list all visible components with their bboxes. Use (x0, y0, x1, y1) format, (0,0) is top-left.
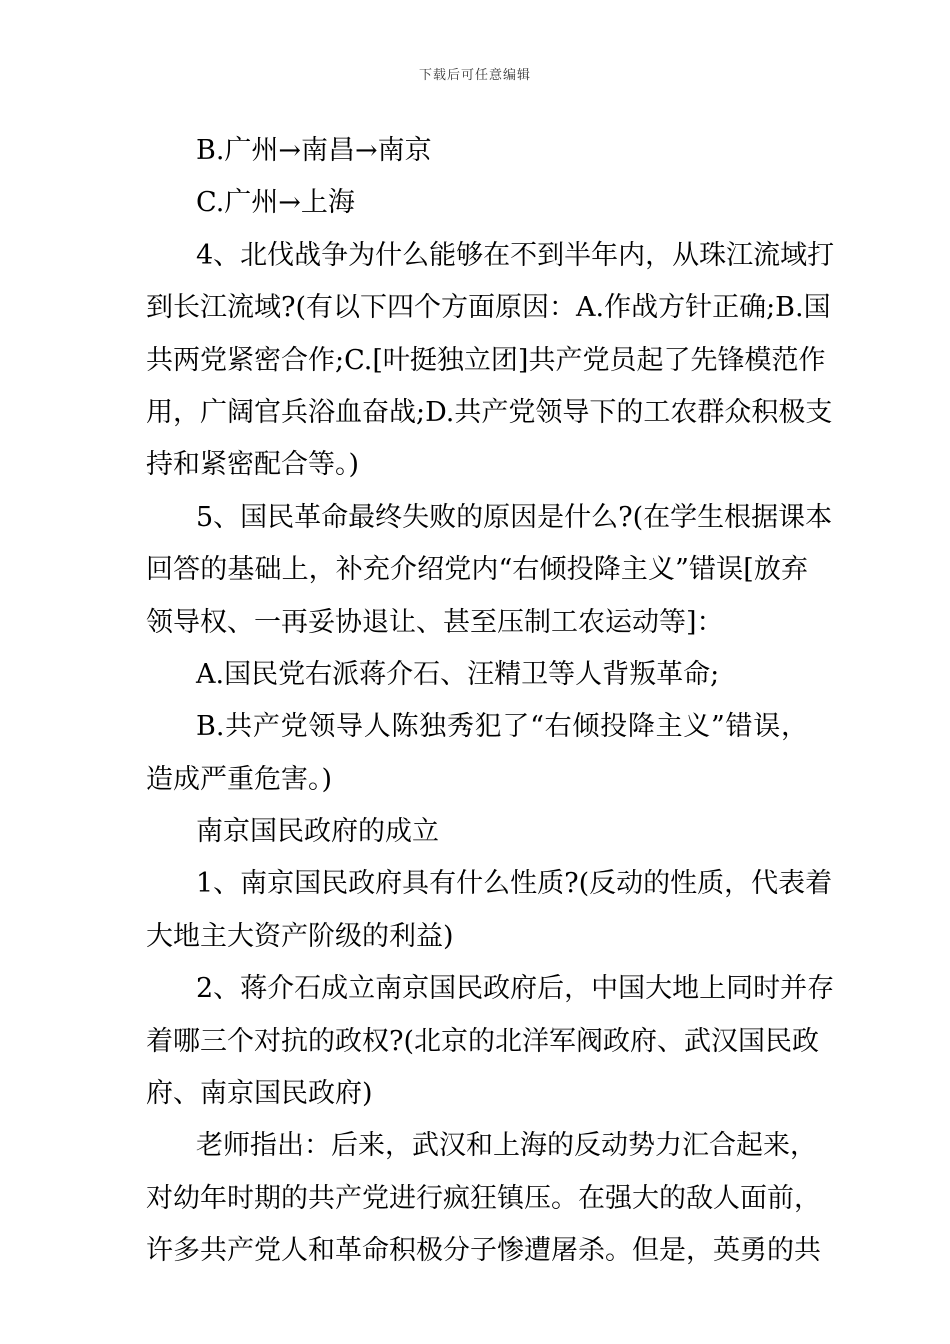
text-line: 4、北伐战争为什么能够在不到半年内，从珠江流域打 (196, 239, 835, 271)
text-line: 用，广阔官兵浴血奋战;D.共产党领导下的工农群众积极支 (146, 396, 833, 428)
text-line: 造成严重危害。) (146, 763, 333, 795)
text-line: A.国民党右派蒋介石、汪精卫等人背叛革命; (196, 658, 720, 690)
text-line: B.共产党领导人陈独秀犯了“右倾投降主义”错误， (196, 711, 808, 743)
text-line: 5、国民革命最终失败的原因是什么?(在学生根据课本 (196, 501, 833, 533)
text-line: 老师指出：后来，武汉和上海的反动势力汇合起来， (196, 1130, 817, 1162)
document-body (146, 125, 835, 1278)
text-line: 领导权、一再妥协退让、甚至压制工农运动等]： (146, 606, 724, 638)
text-line: 大地主大资产阶级的利益) (146, 920, 454, 952)
section-heading: 南京国民政府的成立 (196, 816, 439, 848)
text-line: 府、南京国民政府) (146, 1078, 373, 1110)
text-line: 到长江流域?(有以下四个方面原因：A.作战方针正确;B.国 (146, 292, 831, 324)
text-line: 回答的基础上，补充介绍党内“右倾投降主义”错误[放弃 (146, 554, 808, 586)
text-line: 许多共产党人和革命积极分子惨遭屠杀。但是，英勇的共 (146, 1235, 821, 1267)
text-line: 着哪三个对抗的政权?(北京的北洋军阀政府、武汉国民政 (146, 1025, 820, 1057)
text-line: C.广州→上海 (196, 187, 355, 219)
page-header: 下载后可任意编辑 (418, 68, 531, 83)
text-line: 2、蒋介石成立南京国民政府后，中国大地上同时并存 (196, 973, 835, 1005)
text-line: 共两党紧密合作;C.[叶挺独立团]共产党员起了先锋模范作 (146, 344, 826, 376)
text-line: 对幼年时期的共产党进行疯狂镇压。在强大的敌人面前， (146, 1182, 821, 1214)
text-line: 1、南京国民政府具有什么性质?(反动的性质，代表着 (196, 868, 833, 900)
text-line: B.广州→南昌→南京 (196, 135, 432, 166)
text-line: 持和紧密配合等。) (146, 449, 360, 481)
